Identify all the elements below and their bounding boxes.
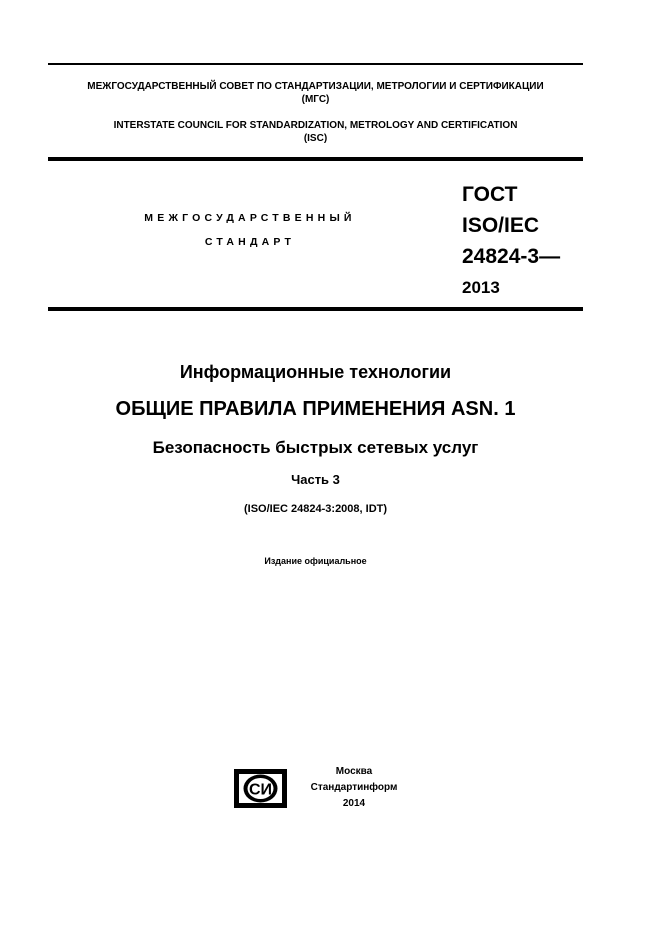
standard-designation <box>462 179 560 303</box>
header-bottom-rule <box>48 157 583 161</box>
council-ru-name: МЕЖГОСУДАРСТВЕННЫЙ СОВЕТ ПО СТАНДАРТИЗАЦИИ, МЕТРОЛОГИИ И СЕРТИФИКАЦИИ <box>87 81 544 92</box>
council-en-abbr: (ISC) <box>303 133 328 144</box>
designation-iso-iec: ISO/IEC <box>462 214 540 237</box>
publisher-info <box>300 764 408 812</box>
publisher-year: 2014 <box>342 798 366 809</box>
title-topic: Информационные технологии <box>179 362 452 382</box>
publisher-city: Москва <box>335 766 373 777</box>
publisher-name: Стандартинформ <box>310 782 398 793</box>
designation-year: 2013 <box>462 278 500 297</box>
title-subtitle: Безопасность быстрых сетевых услуг <box>152 438 479 457</box>
council-ru <box>48 80 583 106</box>
title-reference: (ISO/IEC 24824-3:2008, IDT) <box>243 503 388 515</box>
council-ru-abbr: (МГС) <box>301 94 330 105</box>
council-en <box>48 119 583 145</box>
standard-type-line1: МЕЖГОСУДАРСТВЕННЫЙ <box>144 212 356 224</box>
standartinform-logo-icon <box>234 769 287 808</box>
standard-type-line2: СТАНДАРТ <box>204 236 296 248</box>
top-rule <box>48 63 583 65</box>
title-main: ОБЩИЕ ПРАВИЛА ПРИМЕНЕНИЯ ASN. 1 <box>115 398 516 420</box>
edition-note: Издание официальное <box>264 556 367 566</box>
standard-block-rule <box>48 307 583 311</box>
designation-gost: ГОСТ <box>462 183 518 206</box>
designation-number: 24824-3— <box>462 245 561 268</box>
title-part: Часть 3 <box>291 472 340 487</box>
council-en-name: INTERSTATE COUNCIL FOR STANDARDIZATION, METROLOGY AND CERTIFICATION <box>113 120 518 131</box>
logo-text: СИ <box>248 781 273 799</box>
